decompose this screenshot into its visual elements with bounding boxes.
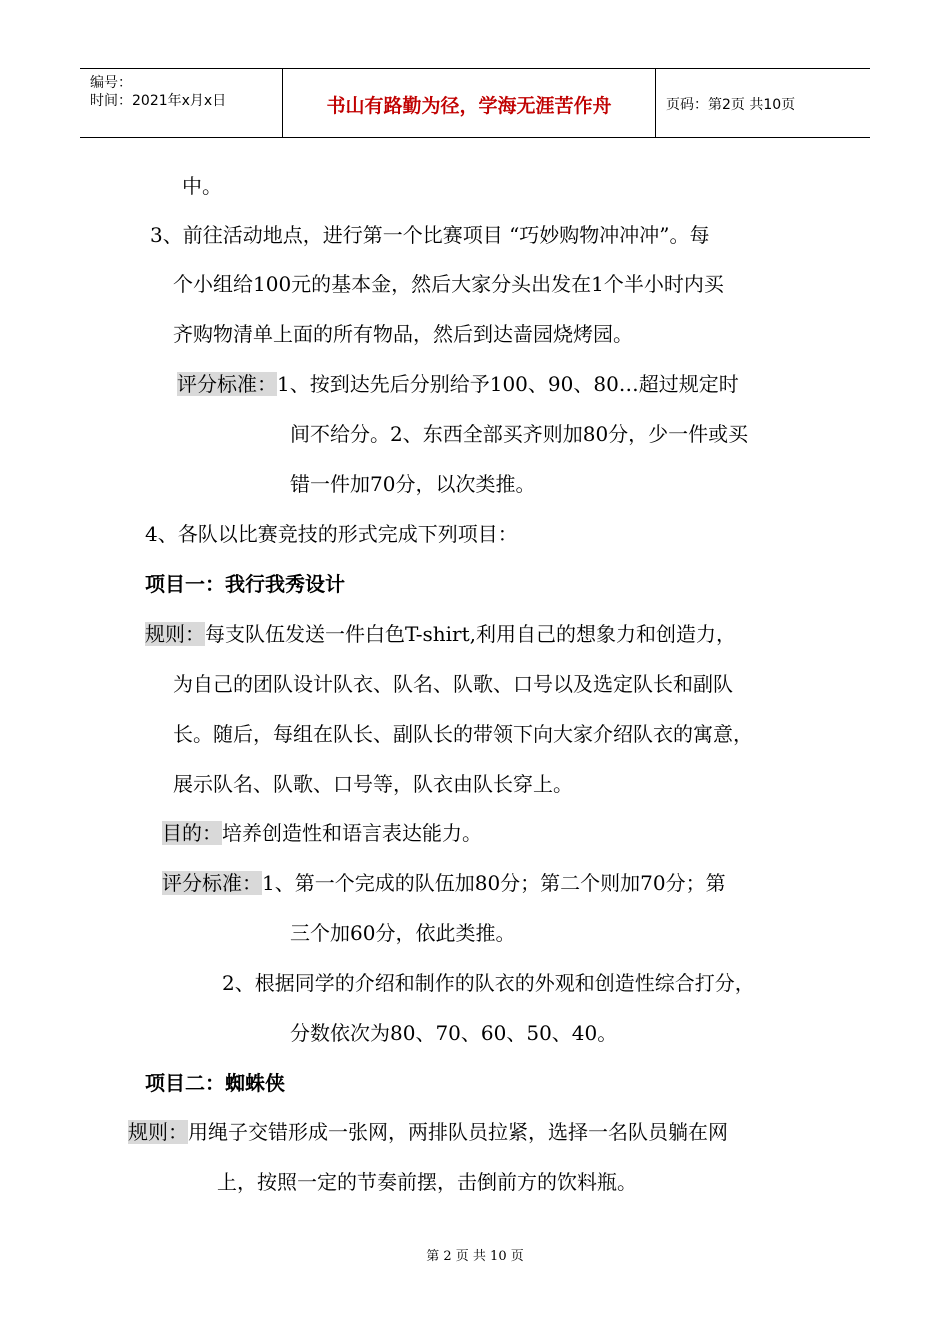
body-line: 上，按照一定的节奏前摆，击倒前方的饮料瓶。 (217, 1170, 637, 1194)
rule-line (128, 1118, 728, 1146)
header-motto-cell (283, 69, 656, 137)
purpose-label: 目的： (162, 821, 222, 845)
rule-label: 规则： (128, 1120, 188, 1144)
scoring-text: 1、按到达先后分别给予100、90、80…超过规定时 (277, 372, 739, 396)
body-line: 4、各队以比赛竞技的形式完成下列项目： (145, 522, 518, 546)
header-page-cell (656, 69, 870, 137)
scoring-label: 评分标准： (177, 372, 277, 396)
number-label: 编号： (90, 75, 132, 91)
body-line: 2、根据同学的介绍和制作的队衣的外观和创造性综合打分， (222, 971, 755, 995)
header-page-info: 页码：第2页 共10页 (666, 97, 796, 113)
body-line: 个小组给100元的基本金，然后大家分头出发在1个半小时内买 (173, 272, 724, 296)
body-line: 长。随后，每组在队长、副队长的带领下向大家介绍队衣的寓意， (173, 722, 753, 746)
document-header (80, 68, 870, 138)
purpose-line (162, 819, 482, 847)
rule-label: 规则： (145, 622, 205, 646)
body-line: 为自己的团队设计队衣、队名、队歌、口号以及选定队长和副队 (173, 672, 733, 696)
body-line: 3、前往活动地点，进行第一个比赛项目 “巧妙购物冲冲冲”。每 (150, 223, 710, 247)
body-line: 中。 (182, 174, 222, 198)
rule-text: 用绳子交错形成一张网，两排队员拉紧，选择一名队员躺在网 (188, 1120, 728, 1144)
header-meta-cell (80, 69, 283, 137)
scoring-line (177, 370, 739, 398)
rule-text: 每支队伍发送一件白色T-shirt,利用自己的想象力和创造力， (205, 622, 737, 646)
scoring-line (162, 869, 726, 897)
purpose-text: 培养创造性和语言表达能力。 (222, 821, 482, 845)
body-line: 展示队名、队歌、口号等，队衣由队长穿上。 (173, 772, 573, 796)
section-heading: 项目一：我行我秀设计 (145, 572, 345, 596)
body-line: 齐购物清单上面的所有物品，然后到达啬园烧烤园。 (173, 322, 633, 346)
header-motto: 书山有路勤为径，学海无涯苦作舟 (326, 95, 612, 117)
body-line: 分数依次为80、70、60、50、40。 (290, 1021, 618, 1045)
time-label: 时间：2021年x月x日 (90, 93, 227, 109)
rule-line (145, 620, 736, 648)
scoring-text: 1、第一个完成的队伍加80分；第二个则加70分；第 (262, 871, 726, 895)
body-line: 三个加60分，依此类推。 (290, 921, 516, 945)
page-footer: 第 2 页 共 10 页 (426, 1249, 524, 1264)
body-line: 错一件加70分，以次类推。 (290, 472, 536, 496)
section-heading: 项目二：蜘蛛侠 (145, 1071, 285, 1095)
scoring-label: 评分标准： (162, 871, 262, 895)
body-line: 间不给分。2、东西全部买齐则加80分，少一件或买 (290, 422, 749, 446)
